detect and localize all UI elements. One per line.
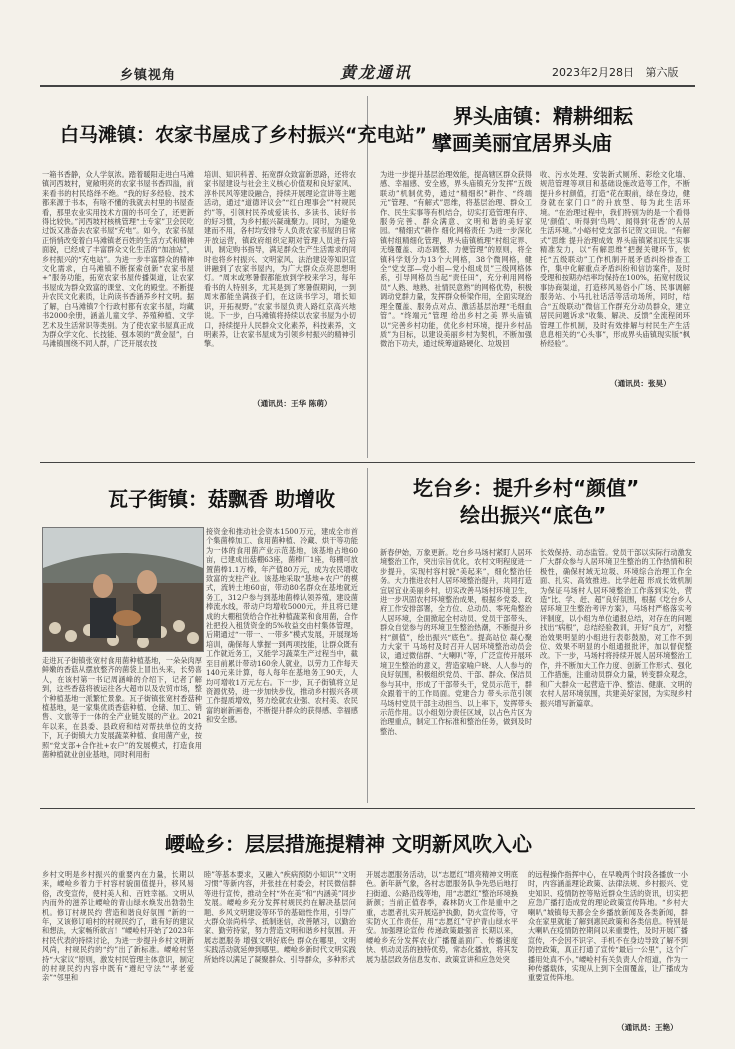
- column-divider-middle: [367, 468, 368, 803]
- issue-date: [552, 64, 679, 80]
- section-name: 乡镇视角: [120, 68, 177, 83]
- page-header: [0, 0, 735, 88]
- article-credit-jietoumiao: （通讯员：张昊）: [610, 379, 671, 388]
- article-title-jietoumiao-line2: 擘画美丽宜居界头庙: [432, 131, 612, 155]
- article-title-wazijie: 瓦子街镇：菇飘香 助增收: [108, 487, 335, 511]
- section-rule-2: [40, 808, 695, 809]
- article-body-baimatan-col1: 一箱书香静，众人学氛浓。踏着暖阳走进白马滩镇河西坡村，宽敞明亮的农家书屋书香四溢，前来看书的村民络绎不绝。“我的好多经验、技术都来源于书本，有啥不懂的我就去村里的书屋查看，那里农业实用技术方面的书可全了，还更新得比较快。”河西坡村核桃管理“土专家”卫会民吃过饭又准备去农家书屋“充电”。如今，农家书屋正悄悄改变着白马滩镇老百姓的生活方式和精神面貌，已经成了丰富群众文化生活的“加油站”，乡村振兴的“充电站”。为进一步丰富群众的精神文化需求，白马滩镇不断探索创新“农家书屋+”服务功能，拓宽农家书屋传播渠道，让农家书屋成为群众致富的课堂、文化的殿堂。不断提升农民文化素质，让尚读书香涵养乡村文明。据了解，白马滩镇7个行政村都有农家书屋，均藏书2000余册，涵盖儿童文学、养殖种植、文学艺术及生活常识等类别。为了使农家书屋真正成为群众学文化、长技能、强本领的“黄金屋”，白马滩镇围绕不同人群，广泛开展农技: [42, 170, 194, 349]
- mushroom-farm-image: [43, 528, 203, 651]
- article-title-baimatan: 白马滩镇：农家书屋成了乡村振兴“充电站”: [60, 124, 427, 146]
- mushroom-photo: [42, 527, 204, 652]
- article-body-getai-col1: 新春伊始，万象更新。圪台乡马场村紧盯人居环境整治工作，突出宗旨优化，农村文明程度进一步提升，实现村容村貌“美起来”，细化整治任务。大力推进农村人居环境整治提升，共同打造宜居宜业美丽乡村，切实改善马场村环境卫生，进一步巩固农村环境整治成果，根据乡党委、政府工作安排部署，全方位、总动员、零死角整治人居环境，全面掀起全村动员、党员干部带头、群众自觉参与的环境卫生整治热潮，不断提升乡村“颜值”，绘出振兴“底色”。提高站位 凝心聚力大家干 马场村及时召开人居环境整治动员会议，通过微信群、“大喇叭”等，广泛宣传开展环境卫生整治的意义，营造家喻户晓、人人参与的良好氛围，积极组织党员、干部、群众、保洁员参与其中，形成了干部带头干，党员示范干，群众跟着干的工作局面。党建合力 带头示范引领 马场村党员干部主动担当、以上率下，发挥带头示范作用。以小组划分责任区域，以占色片区为治理重点，制定工作标准和整治任务，做到及时整治、: [380, 548, 532, 736]
- article-credit-yaoxian: （通讯员：王艳）: [617, 1023, 678, 1032]
- article-body-yaoxian-col2: 睦”等基本要求，又融入“疾病预防小知识”“文明习惯”等新内容，并张挂在村委会，村民微信群等进行宣传，推动全村“外在美”和“内涵美”同步发展。崾崄乡充分发挥村规民约在解决基层问题、乡风文明建设等环节的基础性作用，引导广大群众崇尚科学、抵制迷信，改善陋习，以勤治家、勤劳持家，努力营造文明和谐乡村氛围。开展志愿服务 增强文明好底色 群众在哪里，文明实践活动就延伸到哪里。崾崄乡新时代文明实践所始终以满足了凝聚群众、引导群众，多种形式: [204, 870, 356, 964]
- article-body-jietoumiao-col2: 收、污水处理、安装新式厕所、彩绘文化墙、规范管理等项目和基础设施改造等工作，不断提升乡村颜值，打造“花在眼前，绿在身边，健身就在家门口”的升放型、每为此生活环境。“在治理过程中，我们特别为的是一个看得见‘颜值’、听得到‘鸟鸣’、闻得到‘花香’的人居生活环境。”小峪村党支部书记贺文田说。“有解式”思维 提升治理成效 界头庙镇紧扣民生实事精准发力，以“有解思维”把握关键环节，依托“五级联动”工作机制开展矛盾纠纷排查工作，集中化解重点矛盾纠纷和信访案件，及时受理和按期办结率均保持在100%，拓宽村级议事协商渠道，打造移风易俗小广场、民事调解服务站、小马扎社话活等活动场所，同时，结合“五级联动”微信工作群充分动员群众，建立居民问题诉求“收集、解决、反馈”全流程闭环管理工作机制，及时有效排解与村民生产生活息息相关的“心头事”，形成界头庙镇现实版“枫桥经验”。: [540, 170, 690, 349]
- article-body-yaoxian-col3: 开展志愿服务活动，以“志愿红”增亮精神文明底色。新年新气象，各村志愿服务队争先恐后地打扫街道、公路沿线等地，用“志愿红”整治环境换新颜；当前正值春季，森林防火工作是重中之重，志愿者扎实开展巡护执勤，防火宣传等，守实防火工作责任，用“志愿红”守护青山绿水平安。加强理论宣传 传递政策最强音 长期以来，崾崄乡充分发挥农业广播覆盖面广、传播速度快、机动灵活的独特优势，常态化播放，将其发展为基层政务信息发布、政策宣讲和应急处突: [366, 870, 518, 964]
- article-body-yaoxian-col4: 的远程操作指挥中心，在早晚两个时段各播放一小时，内容涵盖理论政策、法律法规、乡村振兴、党史知识、疫情防控等贴近群众生活的资讯，切实把应急广播打造成党的理论政策宣传阵地。“乡村大喇叭”城镇每天都会全乡播放新闻及各类新闻，群众在家里就能了解到惠民政策和各类信息。特别是大喇叭在疫情防控期间以来重要性，及时开展广播宣传，不会因不识字、手机不在身边导致了解不到防控政策，真正打通了宣传“最后一公里”，这个广播用处真不小。”崾崄村有关负责人介绍道，作为一种传播载体，实现从上到下全面覆盖，让广播成为重要宣传阵地。: [528, 870, 688, 983]
- article-body-jietoumiao-col1: 为进一步提升基层治理效能，提高辖区群众获得感、幸福感、安全感，界头庙镇充分发挥“五级联动”机制优势，通过“精细织”耕作、“终端元”管理、“有解式”思维，将基层治理、群众工作、民生实事等有机结合，切实打造管理有序、服务完善、群众满意、文明和谐的美好家园。“精细式”耕作 细化网格责任 为进一步深化镇村组精细化管理，界头庙镇梳理“村组定界、无缝覆盖、动态调整、力便管理”的原则，将全镇科学划分为13个大网格，38个微网格，健全“党支部—党小组—党小组成员”三级网格体系，引导网格员当起“责任田”，充分利用网格员“人熟、地熟、社情民意熟”的网格优势，积极调动党群力量，发挥群众桥梁作用，全面实现治理全覆盖、服务点对点、激活基层治理“毛细血管”。“终端元”管理 给出乡村之美 界头庙镇以“完善乡村功能，优化乡村环境，提升乡村品质”为目标，以建设美丽乡村为契机，不断加强微治下功夫，通过统筹道路硬化、垃圾回: [380, 170, 532, 349]
- masthead-logo: 黄龙通讯: [340, 63, 413, 82]
- article-title-getai-line2: 绘出振兴“底色”: [460, 503, 607, 527]
- article-title-jietoumiao-line1: 界头庙镇：精耕细耘: [453, 104, 633, 128]
- article-body-yaoxian-col1: 乡村文明是乡村振兴的重要内在力量，长期以来，崾崄乡着力于村容村貌面值提升，移风易俗，改变宣传，使村美人和、百姓幸福。文明从内而外的滋养让崾崄的青山绿水焕发出勃勃生机。修订村规民约 营造和谐良好氛围 “新的一年，又该修订咱村的村规民约了，谁有好的建议和想法，大家畅所欲言！”崾崄村开始了2023年村民代表的持续讨论，为进一步提升乡村文明新风尚，村规民约的“约”出了新标准。崾崄村坚持“大家议”原则，激发村民管理主体意识，制定的村规民约内容中既有“遵纪守法”“孝老爱亲”“邻里和: [42, 870, 194, 983]
- header-rule: [40, 85, 695, 87]
- article-title-getai-line1: 圪台乡：提升乡村“颜值”: [413, 476, 640, 500]
- article-title-yaoxian: 崾崄乡：层层措施提精神 文明新风吹入心: [165, 832, 532, 856]
- date-text: 2023年2月28日: [552, 66, 634, 79]
- article-body-wazijie-col2: 接资金和推动社会资本1500万元，建成全市首个集菌棒加工、食用菌种植、冷藏、烘干等功能为一体的食用菌产业示范基地，该基地占地60亩，已建成出菇棚63座，菌棒厂1座，每棚可放置菌棒1.1万棒，年产值80万元，成为农民增收致富的支柱产业。该基地采取“基地+农户”的模式，流转土地60亩，带动80名群众在基地就近务工，312户参与到基地菌棒认领养殖，建设菌棒流水线，带动户均增收5000元，并且将已建成的大棚租赁给合作社种植蔬菜和食用菌，合作社把投入租赁资金的5%收益交由村集体管理，后期通过“一带一、一带多”模式发展，开展现场培训，确保每人掌握一到两项技能，让群众既有工作就近务工，又能学习蔬菜生产过程当中，截至目前累计带动160余人就业，以劳力工作每天140元来计算，每人每年在基地务工90天，人均可增收1万元左右。下一步，瓦子街镇将立足资源优势，进一步加快步伐，推动乡村振兴各项工作提质增效，努力绘就农业强、农村美、农民富的崭新画卷，不断提升群众的获得感、幸福感和安全感。: [206, 527, 358, 725]
- article-credit-baimatan: （通讯员：王华 陈萌）: [253, 399, 332, 408]
- article-body-wazijie-col1: 走进瓦子街镇张宽村食用菌种植基地，一朵朵肉厚鲜嫩的香菇从摆放整齐的菌袋上冒出头来，长势喜人，在该村第一书记周涵峰的介绍下，记者了解到，这些香菇将被运往各大超市以及农贸市场，整个种植基地一派繁忙景象。瓦子街镇张宽村香菇种植基地，是一家集优质香菇种植、仓储、加工、销售、文旅等于一体的全产业链发展的产业。2021年以来，在县委、县政府和结对帮扶单位的支持下，瓦子街镇大力发展蔬菜种植、食用菌产业，按照“党支部+合作社+农户”的发展模式，打造食用菌种植就业创业基地，同时利用衔: [42, 656, 202, 760]
- article-body-baimatan-col2: 培训、知识科普、拓宽群众致富新思路，还将农家书屋建设与社会主义核心价值观和良好家风、淳朴民风等建设融合，持续开展理论宣讲等主题活动，通过“道德评议会”“红白理事会”“村规民约”等，引领村民养成爱读书、多读书、读好书的好习惯，为乡村振兴凝魂聚力。同时，为避免建而不用，各村均安排专人负责农家书屋的日常开放运营，镇政府组织定期对管理人员进行培训，制定购书指导，满足群众生产生活需求的同时也将乡村振兴、文明家风、法治建设等知识宣讲融到了农家书屋内，为广大群众点亮思想明灯。“周末或寒暑假都能放到学校来学习，每年看书的人特别多，尤其是到了寒暑假期间，一到周末都能坐满孩子们，在这读书学习，增长知识，开拓视野。”农家书屋负责人路红京高兴地说。下一步，白马滩镇将持续以农家书屋为小切口，持续提升人民群众文化素养，科技素养，文明素养，让农家书屋成为引领乡村振兴的精神引擎。: [204, 170, 356, 349]
- article-body-getai-col2: 长效保持、动态监管。党员干部以实际行动激发广大群众参与人居环境卫生整治的工作热情和积极性，确保村域无垃圾、环境综合治理工作全面、扎实、高效推进。比学赶超 形成长效机制 为保证马场村人居环境整治工作落到实处，营造“比、学、赶、超”良好氛围，根据《圪台乡人居环境卫生整治考评方案》，马场村严格落实考评制度，以小组为单位通报总结，对存在的问题找出“病根”，总结经验教训，开好“良方”，对整治效果明显的小组进行表彰鼓励，对工作不到位、效果不明显的小组通报批评，加以督促整改。下一步，马场村将持续开展人居环境整治工作，并不断加大工作力度、创新工作形式、强化工作措施，注重动员群众力量，转变群众观念，和广大群众一起营造干净、整洁、健康、文明的农村人居环境氛围，共建美好家园，为实现乡村振兴增写新篇章。: [540, 548, 692, 708]
- page-number: 第六版: [645, 66, 679, 79]
- section-rule-1: [40, 462, 695, 463]
- column-divider-top: [367, 96, 368, 458]
